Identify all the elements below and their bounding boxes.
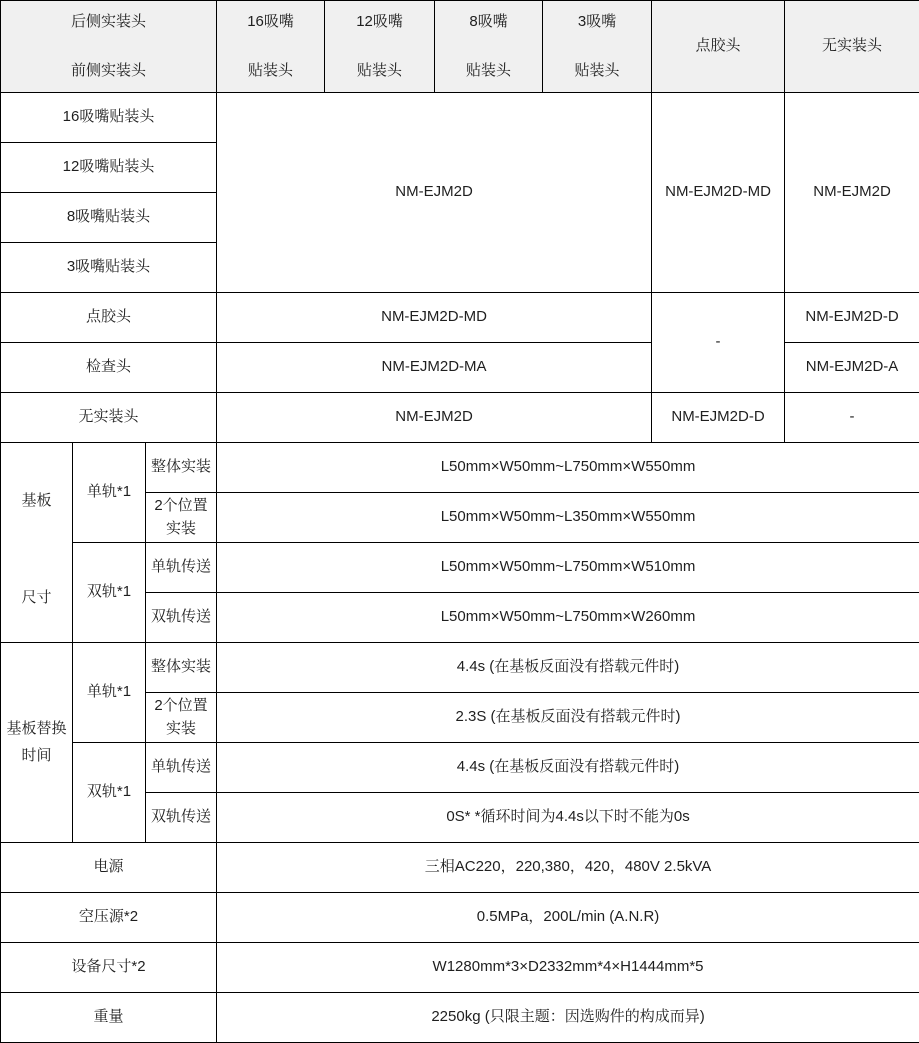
header-col-16-line2: 贴装头 [248, 62, 294, 79]
row-label-12-nozzle: 12吸嘴贴装头 [1, 143, 217, 193]
board-exchange-value-2: 4.4s (在基板反面没有搭载元件时) [217, 743, 919, 793]
board-size-value-3: L50mm×W50mm~L750mm×W260mm [217, 593, 919, 643]
row-label-3-nozzle: 3吸嘴贴装头 [1, 243, 217, 293]
board-size-value-0: L50mm×W50mm~L750mm×W550mm [217, 443, 919, 493]
header-col-12-nozzle [325, 1, 435, 93]
board-exchange-value-0: 4.4s (在基板反面没有搭载元件时) [217, 643, 919, 693]
board-size-sub-3: 双轨传送 [146, 593, 217, 643]
board-size-single-rail: 单轨*1 [73, 443, 146, 543]
row-machine-dimensions [1, 943, 919, 993]
cell-model-merged: NM-EJM2D [217, 93, 652, 293]
header-corner-line2: 前侧实装头 [71, 62, 147, 79]
board-size-sub-2: 单轨传送 [146, 543, 217, 593]
header-row [1, 1, 919, 93]
cell-weight-value: 2250kg (只限主题：因选购件的构成而异) [217, 993, 919, 1043]
cell-model-nohead-col: NM-EJM2D [785, 93, 919, 293]
row-label-dispense-head: 点胶头 [1, 293, 217, 343]
row-label-16-nozzle: 16吸嘴贴装头 [1, 93, 217, 143]
row-board-size-1 [1, 443, 919, 493]
row-air-supply [1, 893, 919, 943]
row-board-exchange-3 [1, 743, 919, 793]
board-exchange-value-1: 2.3S (在基板反面没有搭载元件时) [217, 693, 919, 743]
row-weight [1, 993, 919, 1043]
row-label-weight: 重量 [1, 993, 217, 1043]
header-col-dispense: 点胶头 [652, 1, 785, 93]
cell-nohead-value: NM-EJM2D [217, 393, 652, 443]
board-size-label-line2: 尺寸 [21, 588, 52, 606]
header-col-16-line1: 16吸嘴 [247, 12, 294, 30]
row-dispense-head [1, 293, 919, 343]
row-power [1, 843, 919, 893]
board-exchange-value-3: 0S* *循环时间为4.4s以下时不能为0s [217, 793, 919, 843]
header-col-3-nozzle [543, 1, 652, 93]
row-no-head [1, 393, 919, 443]
row-board-size-3 [1, 543, 919, 593]
board-exchange-label-line1: 基板替换 [6, 719, 67, 737]
cell-machine-dimensions-value: W1280mm*3×D2332mm*4×H1444mm*5 [217, 943, 919, 993]
row-label-air-supply: 空压源*2 [1, 893, 217, 943]
board-size-value-1: L50mm×W50mm~L350mm×W550mm [217, 493, 919, 543]
row-board-exchange-1 [1, 643, 919, 693]
row-16-nozzle [1, 93, 919, 143]
row-label-inspect-head: 检查头 [1, 343, 217, 393]
cell-power-value: 三相AC220，220,380，420，480V 2.5kVA [217, 843, 919, 893]
board-size-label-line1: 基板 [21, 492, 52, 509]
board-size-dual-rail: 双轨*1 [73, 543, 146, 643]
header-col-16-nozzle [217, 1, 325, 93]
row-label-power: 电源 [1, 843, 217, 893]
board-exchange-label-line2: 时间 [21, 747, 52, 764]
cell-dispense-nohead: NM-EJM2D-D [785, 293, 919, 343]
cell-nohead-dispense: NM-EJM2D-D [652, 393, 785, 443]
cell-inspect-value: NM-EJM2D-MA [217, 343, 652, 393]
board-size-sub-0: 整体实装 [146, 443, 217, 493]
cell-nohead-dash: - [785, 393, 919, 443]
header-col-8-line2: 贴装头 [466, 62, 512, 79]
cell-inspect-nohead: NM-EJM2D-A [785, 343, 919, 393]
board-size-value-2: L50mm×W50mm~L750mm×W510mm [217, 543, 919, 593]
cell-dispense-dash: - [652, 293, 785, 393]
header-col-no-head: 无实装头 [785, 1, 919, 93]
board-exchange-sub-0: 整体实装 [146, 643, 217, 693]
header-col-12-line2: 贴装头 [357, 62, 403, 79]
section-label-board-exchange [1, 643, 73, 843]
board-exchange-sub-1: 2个位置实装 [146, 693, 217, 743]
cell-air-supply-value: 0.5MPa，200L/min (A.N.R) [217, 893, 919, 943]
row-label-no-head: 无实装头 [1, 393, 217, 443]
section-label-board-size [1, 443, 73, 643]
header-col-12-line1: 12吸嘴 [356, 12, 403, 30]
board-exchange-single-rail: 单轨*1 [73, 643, 146, 743]
board-exchange-dual-rail: 双轨*1 [73, 743, 146, 843]
header-col-8-line1: 8吸嘴 [469, 12, 508, 30]
header-corner-line1: 后侧实装头 [71, 12, 147, 30]
row-label-8-nozzle: 8吸嘴贴装头 [1, 193, 217, 243]
header-col-8-nozzle [435, 1, 543, 93]
board-size-sub-1: 2个位置实装 [146, 493, 217, 543]
header-col-3-line2: 贴装头 [574, 62, 620, 79]
row-label-machine-dimensions: 设备尺寸*2 [1, 943, 217, 993]
cell-dispense-value: NM-EJM2D-MD [217, 293, 652, 343]
board-exchange-sub-2: 单轨传送 [146, 743, 217, 793]
cell-model-dispense-col: NM-EJM2D-MD [652, 93, 785, 293]
header-col-3-line1: 3吸嘴 [577, 12, 617, 30]
header-corner [1, 1, 217, 93]
board-exchange-sub-3: 双轨传送 [146, 793, 217, 843]
